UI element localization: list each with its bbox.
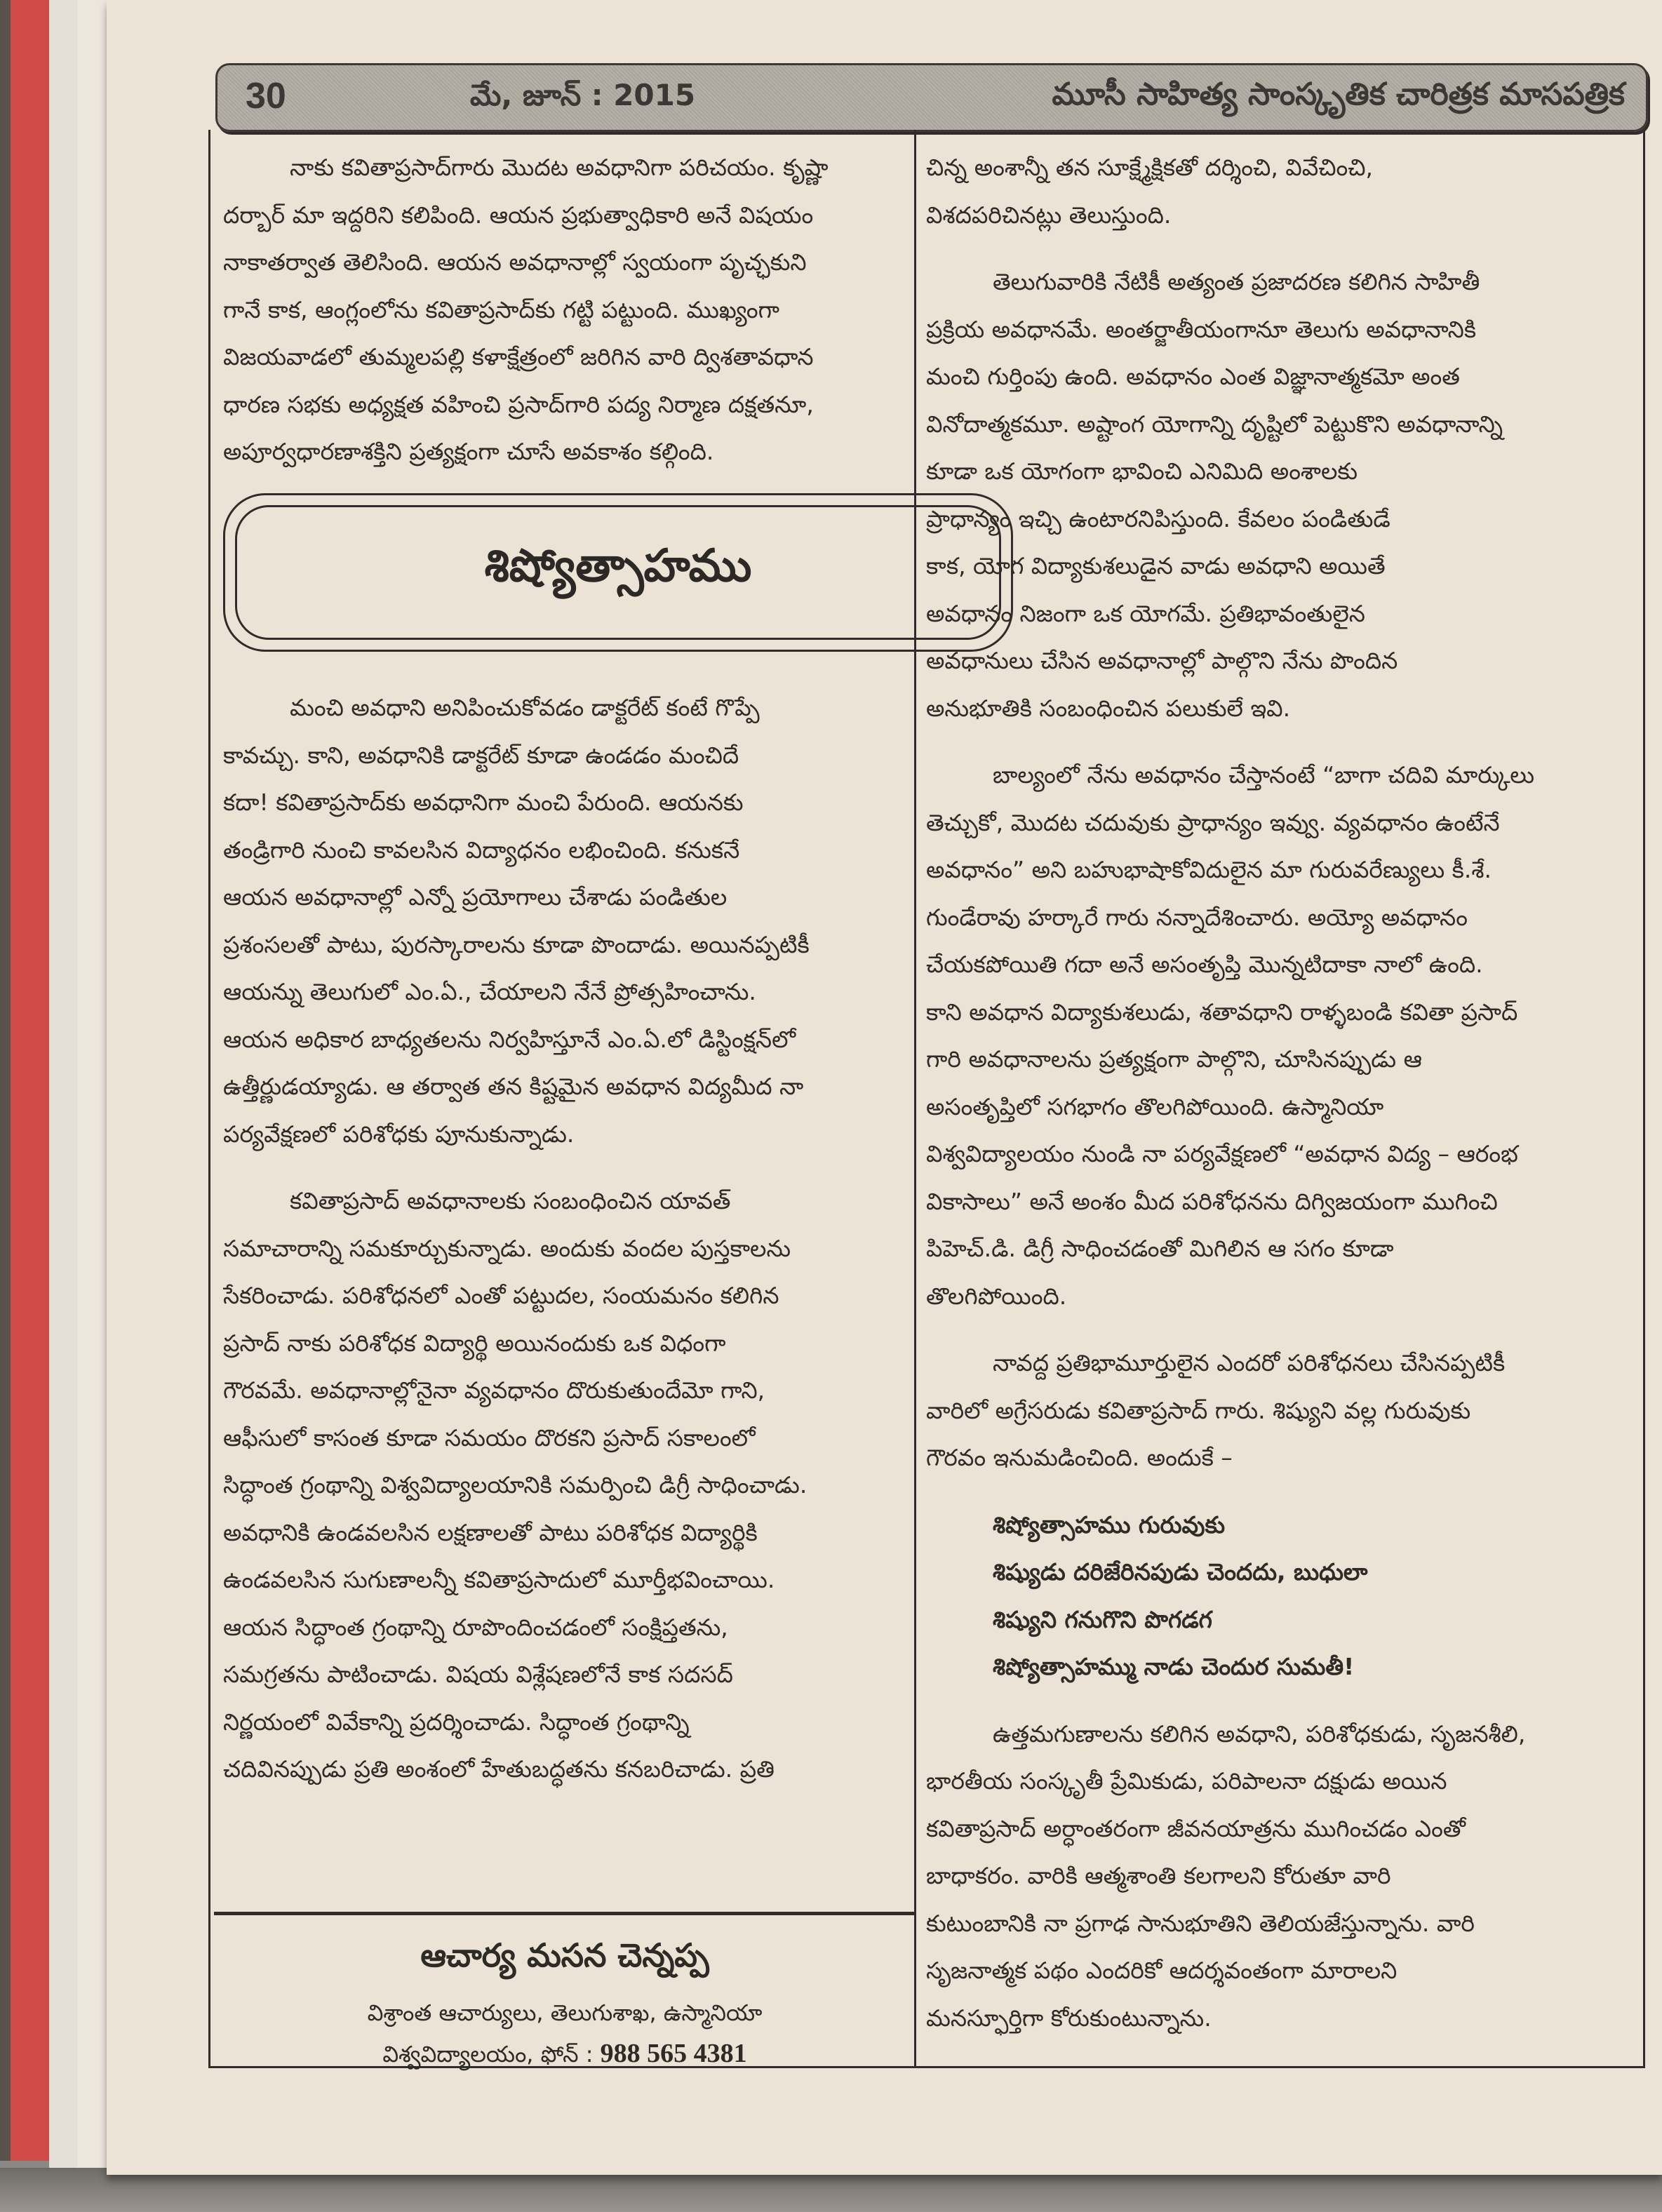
text-line: గానే కాక, ఆంగ్లంలోను కవితాప్రసాద్‌కు గట్టి పట్టుంది. ముఖ్యంగా: [223, 295, 779, 323]
column-divider: [914, 130, 916, 2066]
text-line: ఆయన అధికార బాధ్యతలను నిర్వహిస్తూనే ఎం.ఏ.లో డిస్టింక్షన్‌లో: [223, 1025, 796, 1053]
page-stack-edge: [49, 0, 78, 2175]
author-university-label: విశ్వవిద్యాలయం, ఫోన్ :: [382, 2041, 594, 2067]
page-header-banner: [215, 63, 1648, 132]
text-line: అవధానం” అని బహుభాషాకోవిదులైన మా గురువరేణ్యులు కీ.శే.: [926, 856, 1492, 883]
text-line: చదివినప్పుడు ప్రతి అంశంలో హేతుబద్ధతను కనబరిచాడు. ప్రతి: [223, 1755, 775, 1783]
text-line: సమాచారాన్ని సమకూర్చుకున్నాడు. అందుకు వందల పుస్తకాలను: [223, 1234, 791, 1262]
text-line: కూడా ఒక యోగంగా భావించి ఎనిమిది అంశాలకు: [926, 457, 1358, 485]
text-line: నాకు కవితాప్రసాద్‌గారు మొదట అవధానిగా పరిచయం. కృష్ణా: [290, 154, 829, 181]
paragraph: [926, 751, 1631, 1320]
page-stack-edge: [77, 0, 92, 2175]
article-title-box: [223, 493, 1013, 652]
magazine-tagline: మూసీ సాహిత్య సాంస్కృతిక చారిత్రక మాసపత్రిక: [1052, 76, 1625, 112]
text-line: భారతీయ సంస్కృతీ ప్రేమికుడు, పరిపాలనా దక్షుడు అయిన: [926, 1767, 1447, 1795]
text-line: గుండేరావు హర్కారే గారు నన్నాదేశించారు. అయ్యో అవధానం: [926, 903, 1468, 931]
text-line: గౌరవం ఇనుమడించింది. అందుకే –: [926, 1444, 1233, 1471]
verse-line: శిష్యుని గనుగొని పొగడగ: [993, 1605, 1212, 1633]
paragraph: [223, 1177, 904, 1793]
text-line: ఆఫీసులో కాసంత కూడా సమయం దొరకని ప్రసాద్ సకాలంలో: [223, 1423, 756, 1452]
text-line: అవధానులు చేసిన అవధానాల్లో పాల్గొని నేను పొందిన: [926, 647, 1398, 674]
text-line: వారిలో అగ్రేసరుడు కవితాప్రసాద్ గారు. శిష్యుని వల్ల గురువుకు: [926, 1396, 1471, 1424]
text-line: తొలగిపోయింది.: [926, 1282, 1067, 1310]
text-line: సిద్ధాంత గ్రంథాన్ని విశ్వవిద్యాలయానికి సమర్పించి డిగ్రీ సాధించాడు.: [223, 1471, 807, 1499]
verse-line: శిష్యోత్సాహము గురువుకు: [993, 1510, 1226, 1539]
article-title: శిష్యోత్సాహము: [484, 540, 752, 592]
text-line: అపూర్వధారణాశక్తిని ప్రత్యక్షంగా చూసే అవకాశం కల్గింది.: [223, 438, 714, 465]
text-line: మనస్ఫూర్తిగా కోరుకుంటున్నాను.: [926, 2004, 1212, 2032]
text-line: కదా! కవితాప్రసాద్‌కు అవధానిగా మంచి పేరుంది. ఆయనకు: [223, 789, 744, 816]
magazine-spine-red-edge: [11, 0, 49, 2161]
text-line: దర్బార్ మా ఇద్దరిని కలిపింది. ఆయన ప్రభుత్వాధికారి అనే విషయం: [223, 201, 814, 229]
text-line: ప్రాధాన్యం ఇచ్చి ఉంటారనిపిస్తుంది. కేవలం పండితుడే: [926, 504, 1390, 532]
text-line: విశదపరిచినట్లు తెలుస్తుంది.: [926, 201, 1172, 229]
text-line: ఆయన్ను తెలుగులో ఎం.ఏ., చేయాలని నేనే ప్రోత్సహించాను.: [223, 978, 756, 1005]
text-line: అవధానికి ఉండవలసిన లక్షణాలతో పాటు పరిశోధక విద్యార్థికి: [223, 1518, 758, 1546]
left-column-body: [223, 684, 904, 1813]
text-line: ఉండవలసిన సుగుణాలన్నీ కవితాప్రసాదులో మూర్తీభవించాయి.: [223, 1566, 775, 1593]
author-name: ఆచార్య మసన చెన్నప్ప: [420, 1936, 709, 1974]
text-line: గౌరవమే. అవధానాల్లోనైనా వ్యవధానం దొరుకుతుందేమో గాని,: [223, 1376, 765, 1404]
text-line: మంచి అవధాని అనిపించుకోవడం డాక్టరేట్ కంటే గొప్పే: [290, 694, 760, 721]
text-line: ఉత్తీర్ణుడయ్యాడు. ఆ తర్వాత తన కిష్టమైన అవధాన విద్యమీద నా: [223, 1073, 804, 1100]
text-line: అవధానం నిజంగా ఒక యోగమే. ప్రతిభావంతులైన: [926, 599, 1365, 627]
issue-date: మే, జూన్ : 2015: [470, 78, 696, 112]
text-line: కాని అవధాన విద్యాకుశలుడు, శతావధాని రాళ్ళబండి కవితా ప్రసాద్: [926, 998, 1518, 1026]
author-contact: [214, 2038, 916, 2073]
paragraph: [926, 258, 1631, 732]
text-line: కుటుంబానికి నా ప్రగాఢ సానుభూతిని తెలియజేస్తున్నాను. వారి: [926, 1909, 1475, 1937]
text-line: పిహెచ్.డి. డిగ్రీ సాధించడంతో మిగిలిన ఆ సగం కూడా: [926, 1235, 1394, 1262]
author-affiliation: విశ్రాంత ఆచార్యులు, తెలుగుశాఖ, ఉస్మానియా: [367, 1999, 763, 2026]
text-line: ధారణ సభకు అధ్యక్షత వహించి ప్రసాద్‌గారి పద్య నిర్మాణ దక్షతనూ,: [223, 390, 814, 418]
text-line: చిన్న అంశాన్నీ తన సూక్ష్మేక్షికతో దర్శించి, వివేచించి,: [926, 154, 1374, 181]
text-line: సేకరించాడు. పరిశోధనలో ఎంతో పట్టుదల, సంయమనం కలిగిన: [223, 1282, 779, 1309]
text-line: కవితాప్రసాద్ అర్ధాంతరంగా జీవనయాత్రను ముగించడం ఎంతో: [926, 1814, 1466, 1842]
text-line: సమగ్రతను పాటించాడు. విషయ విశ్లేషణలోనే కాక సదసద్: [223, 1661, 733, 1688]
page-stack-edge: [91, 0, 107, 2175]
text-line: సృజనాత్మక పథం ఎందరికో ఆదర్శవంతంగా మారాలని: [926, 1957, 1398, 1984]
text-line: ప్రక్రియ అవధానమే. అంతర్జాతీయంగానూ తెలుగు అవధానానికి: [926, 315, 1477, 343]
text-line: తెచ్చుకో, మొదట చదువుకు ప్రాధాన్యం ఇవ్వు. వ్యవధానం ఉంటేనే: [926, 808, 1500, 836]
paragraph: [223, 684, 904, 1158]
text-line: ప్రసాద్ నాకు పరిశోధక విద్యార్థి అయినందుకు ఒక విధంగా: [223, 1329, 726, 1357]
text-line: వినోదాత్మకమూ. అష్టాంగ యోగాన్ని దృష్టిలో పెట్టుకొని అవధానాన్ని: [926, 410, 1503, 438]
text-line: తండ్రిగారి నుంచి కావలసిన విద్యాధనం లభించింది. కనుకనే: [223, 836, 740, 864]
text-line: ఆయన సిద్ధాంత గ్రంథాన్ని రూపొందించడంలో సంక్షిప్తతను,: [223, 1613, 728, 1641]
text-line: నిర్ణయంలో వివేకాన్ని ప్రదర్శించాడు. సిద్ధాంత గ్రంథాన్ని: [223, 1708, 690, 1736]
text-line: ప్రశంసలతో పాటు, పురస్కారాలను కూడా పొందాడు. అయినప్పటికీ: [223, 930, 810, 958]
text-line: అసంతృప్తిలో సగభాగం తొలగిపోయింది. ఉస్మానియా: [926, 1092, 1384, 1120]
byline-divider: [214, 1912, 916, 1915]
verse-line: శిష్యోత్సాహమ్ము నాడు చెందుర సుమతీ!: [993, 1653, 1355, 1680]
text-line: ఉత్తమగుణాలను కలిగిన అవధాని, పరిశోధకుడు, సృజనశీలి,: [993, 1720, 1526, 1748]
text-line: వికాసాలు” అనే అంశం మీద పరిశోధనను దిగ్విజయంగా ముగించి: [926, 1187, 1498, 1215]
intro-paragraph: [223, 144, 904, 476]
text-line: చేయకపోయితి గదా అనే అసంతృప్తి మొన్నటిదాకా నాలో ఉంది.: [926, 951, 1483, 978]
text-line: బాధాకరం. వారికి ఆత్మశాంతి కలగాలని కోరుతూ వారి: [926, 1862, 1391, 1889]
page-number: 30: [246, 76, 286, 116]
text-line: బాల్యంలో నేను అవధానం చేస్తానంటే “బాగా చదివి మార్కులు: [993, 761, 1535, 789]
author-phone: 988 565 4381: [600, 2039, 747, 2068]
text-line: గారి అవధానాలను ప్రత్యక్షంగా పాల్గొని, చూసినప్పుడు ఆ: [926, 1045, 1422, 1073]
text-line: కాక, యోగ విద్యాకుశలుడైన వాడు అవధాని అయితే: [926, 552, 1386, 579]
left-column: [223, 144, 904, 495]
text-line: నావద్ద ప్రతిభామూర్తులైన ఎందరో పరిశోధనలు చేసినప్పటికీ: [993, 1349, 1506, 1376]
magazine-spine-shadow: [0, 0, 11, 2161]
text-line: కావచ్చు. కాని, అవధానికి డాక్టరేట్ కూడా ఉండడం మంచిదే: [223, 741, 739, 769]
text-line: విశ్వవిద్యాలయం నుండి నా పర్యవేక్షణలో “అవధాన విద్య – ఆరంభ: [926, 1140, 1518, 1167]
text-line: పర్యవేక్షణలో పరిశోధకు పూనుకున్నాడు.: [223, 1120, 575, 1148]
text-line: ఆయన అవధానాల్లో ఎన్నో ప్రయోగాలు చేశాడు పండితుల: [223, 883, 728, 911]
paragraph: [926, 144, 1631, 239]
text-line: విజయవాడలో తుమ్మలపల్లి కళాక్షేత్రంలో జరిగిన వారి ద్విశతావధాన: [223, 343, 814, 370]
text-line: తెలుగువారికి నేటికీ అత్యంత ప్రజాదరణ కలిగిన సాహితీ: [993, 268, 1480, 295]
text-line: కవితాప్రసాద్ అవధానాలకు సంబంధించిన యావత్: [290, 1187, 731, 1214]
verse: [926, 1501, 1631, 1691]
text-line: నాకాతర్వాత తెలిసింది. ఆయన అవధానాల్లో స్వయంగా పృచ్ఛకుని: [223, 248, 807, 276]
verse-line: శిష్యుడు దరిజేరినపుడు చెందదు, బుధులా: [993, 1558, 1368, 1586]
paragraph: [926, 1339, 1631, 1482]
text-line: అనుభూతికి సంబంధించిన పలుకులే ఇవి.: [926, 694, 1291, 722]
text-line: మంచి గుర్తింపు ఉంది. అవధానం ఎంత విజ్ఞానాత్మకమో అంత: [926, 363, 1460, 390]
paragraph: [926, 1710, 1631, 2042]
right-column: [926, 144, 1631, 2061]
